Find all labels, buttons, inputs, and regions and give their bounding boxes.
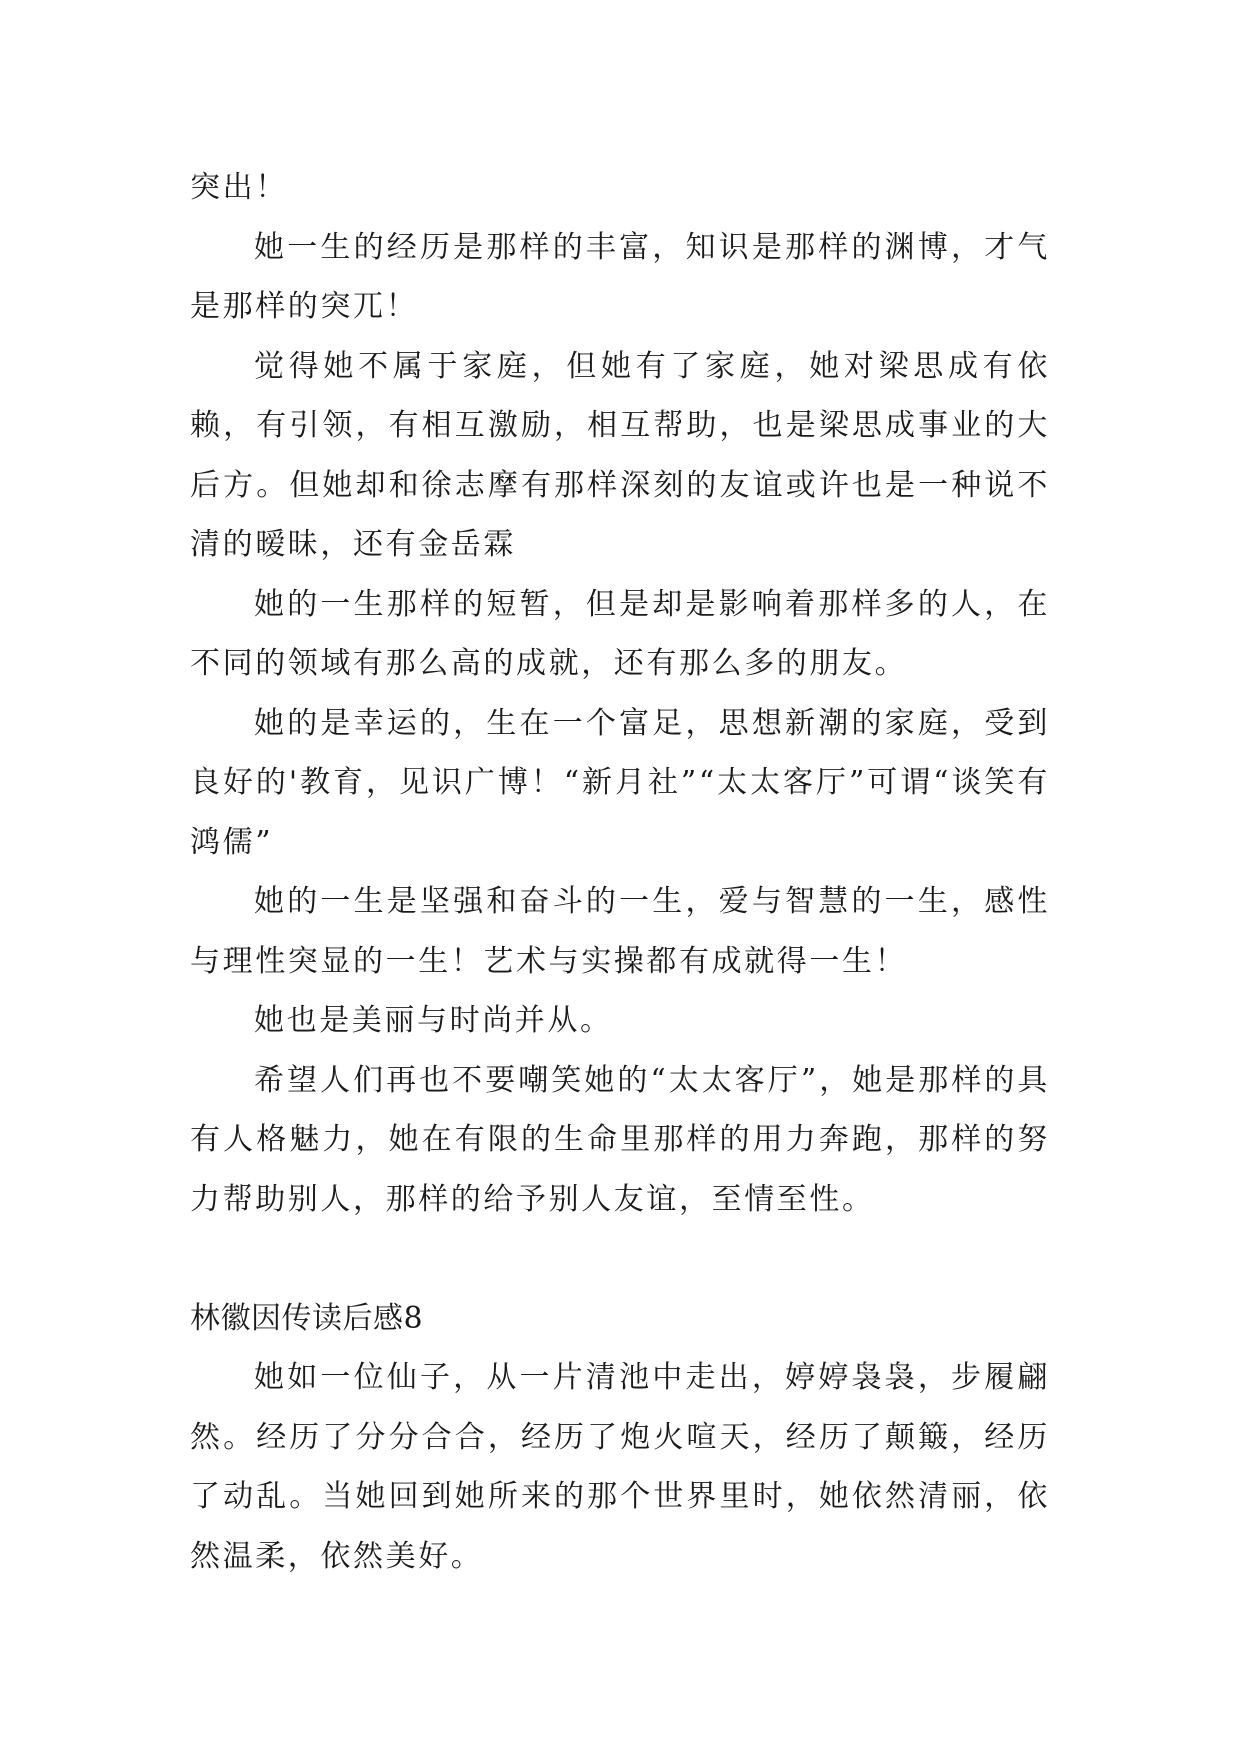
paragraph: 觉得她不属于家庭，但她有了家庭，她对梁思成有依赖，有引领，有相互激励，相互帮助，也是梁思成事业的大后方。但她却和徐志摩有那样深刻的友谊或许也是一种说不清的暧昧，还有金岳霖 [190, 348, 1050, 562]
paragraph: 她也是美丽与时尚并从。 [254, 1003, 613, 1038]
paragraph: 她的一生是坚强和奋斗的一生，爱与智慧的一生，感性与理性突显的一生！艺术与实操都有成就得一生！ [190, 884, 1050, 979]
paragraph: 她一生的经历是那样的丰富，知识是那样的渊博，才气是那样的突兀！ [190, 229, 1050, 324]
paragraph: 她的一生那样的短暂，但是却是影响着那样多的人，在不同的领域有那么高的成就，还有那么多的朋友。 [190, 586, 1050, 681]
paragraph: 她的是幸运的，生在一个富足，思想新潮的家庭，受到良好的'教育，见识广博！“新月社”“太太客厅”可谓“谈笑有鸿儒” [190, 705, 1050, 860]
section-heading: 林徽因传读后感8 [190, 1300, 424, 1336]
paragraph: 她如一位仙子，从一片清池中走出，婷婷袅袅，步履翩然。经历了分分合合，经历了炮火喧天，经历了颠簸，经历了动乱。当她回到她所来的那个世界里时，她依然清丽，依然温柔，依然美好。 [190, 1360, 1050, 1574]
document-body [190, 158, 1050, 1586]
paragraph-continuation: 突出！ [190, 170, 288, 205]
paragraph: 希望人们再也不要嘲笑她的“太太客厅”，她是那样的具有人格魅力，她在有限的生命里那样的用力奔跑，那样的努力帮助别人，那样的给予别人友谊，至情至性。 [190, 1062, 1050, 1217]
